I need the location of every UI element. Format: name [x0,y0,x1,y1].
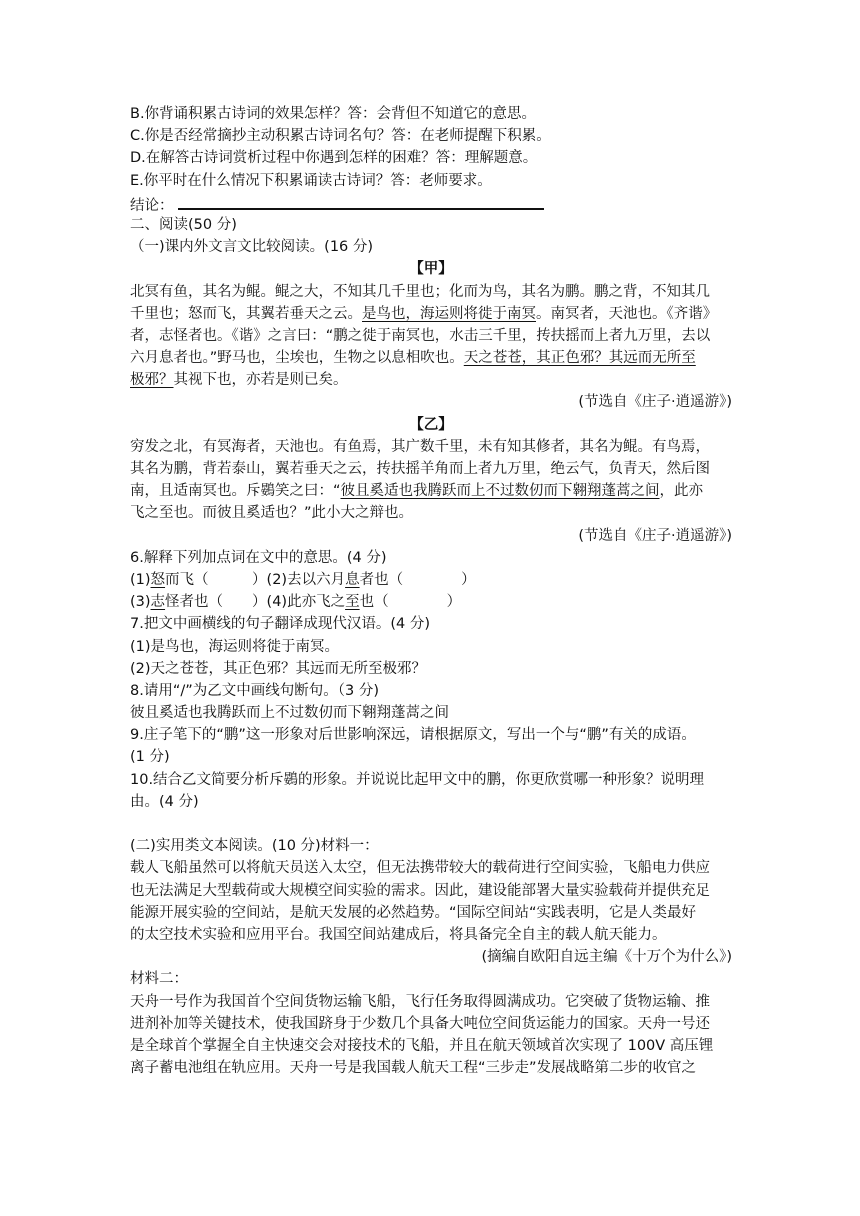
q6-dotted-word-3: 志 [150,594,166,611]
question-8: 8.请用“/”为乙文中画线句断句。（3 分) [130,682,379,699]
jia-source: (节选自《庄子·逍遥游》) [578,394,732,411]
question-9-line-1: 9.庄子笔下的“鹏”这一形象对后世影响深远，请根据原文，写出一个与“鹏”有关的成语。 [130,727,696,744]
question-10-line-1: 10.结合乙文简要分析斥鷃的形象。并说说比起甲文中的鹏，你更欣赏哪一种形象？说明理 [130,771,705,788]
jia-text: 六月息者也。”野马也，尘埃也，生物之以息相吹也。 [130,350,464,367]
q6-dotted-word-1: 怒 [150,571,166,588]
material2-line-1: 天舟一号作为我国首个空间货物运输飞船，飞行任务取得圆满成功。它突破了货物运输、推 [130,993,710,1010]
survey-item-d: D.在解答古诗词赏析过程中你遇到怎样的困难？答：理解题意。 [130,150,538,167]
material2-line-4: 离子蓄电池组在轨应用。天舟一号是我国载人航天工程“三步走”发展战略第二步的收官之 [130,1060,697,1077]
material1-line-4: 的太空技术实验和应用平台。我国空间站建成后，将具备完全自主的载人航天能力。 [130,926,667,943]
question-9-line-2: (1 分) [130,749,170,766]
conclusion-row [130,192,732,214]
part1-title: （一)课内外文言文比较阅读。(16 分) [130,239,374,256]
question-6-row-1 [130,569,732,591]
underlined-sentence-2b: 极邪？ [130,372,174,389]
section-title: 二、阅读(50 分) [130,216,237,233]
yi-text: ，此亦 [659,483,704,500]
yi-line-4: 飞之至也。而彼且奚适也？”此小大之辩也。 [130,505,414,522]
q6-item-4-suffix[interactable]: 也（ ） [359,594,462,611]
q6-dotted-word-4: 至 [345,594,360,611]
question-7-2: (2)天之苍苍，其正色邪？其远而无所至极邪？ [130,660,427,677]
q6-item-2-suffix[interactable]: 者也（ ） [359,571,476,588]
question-6: 6.解释下列加点词在文中的意思。(4 分) [130,549,387,566]
yi-line-3 [130,480,732,502]
yi-line-1: 穷发之北，有冥海者，天池也。有鱼焉，其广数千里，未有知其修者，其名为鲲。有鸟焉， [130,438,710,455]
yi-heading: 【乙】 [409,416,453,433]
question-8-text: 彼且奚适也我腾跃而上不过数仞而下翱翔蓬蒿之间 [130,705,449,722]
material2-title: 材料二： [130,971,188,988]
q6-item-3-suffix[interactable]: 怪者也（ ） [165,594,267,611]
conclusion-answer-line[interactable] [178,192,544,210]
q6-item-4-prefix: (4)此亦飞之 [266,594,346,611]
question-7-1: (1)是鸟也，海运则将徙于南冥。 [130,638,340,655]
yi-source: (节选自《庄子·逍遥游》) [578,527,732,544]
q6-item-2-prefix: (2)去以六月 [266,571,346,588]
jia-text: 千里也；怒而飞，其翼若垂天之云。 [130,305,362,322]
jia-line-2 [130,303,732,325]
q6-dotted-word-2: 息 [345,571,360,588]
underlined-sentence-2a: 天之苍苍，其正色邪？其远而无所至 [463,350,696,367]
jia-line-4 [130,347,732,369]
spacer [130,813,732,835]
yi-text: 南，且适南冥也。斥鷃笑之曰：“ [130,483,341,500]
survey-item-c: C.你是否经常摘抄主动积累古诗词名句？答：在老师提醒下积累。 [130,128,551,145]
survey-item-e: E.你平时在什么情况下积累诵读古诗词？答：老师要求。 [130,172,492,189]
q6-item-1-prefix: (1) [130,571,151,588]
part2-title: (二)实用类文本阅读。(10 分)材料一： [130,838,379,855]
material1-line-1: 载人飞船虽然可以将航天员送入太空，但无法携带较大的载荷进行空间实验，飞船电力供应 [130,860,710,877]
material2-line-2: 进剂补加等关键技术，使我国跻身于少数几个具备大吨位空间货运能力的国家。天舟一号还 [130,1015,710,1032]
jia-line-3: 者，志怪者也。《谐》之言曰：“鹏之徙于南冥也，水击三千里，抟扶摇而上者九万里，去以 [130,327,711,344]
question-10-line-2: 由。(4 分) [130,793,199,810]
survey-item-b: B.你背诵积累古诗词的效果怎样？答：会背但不知道它的意思。 [130,106,537,122]
material1-line-3: 能源开展实验的空间站，是航天发展的必然趋势。“国际空间站“实践表明，它是人类最好 [130,904,697,921]
jia-text: 。南冥者，天池也。《齐谐》 [536,305,718,322]
jia-line-1: 北冥有鱼，其名为鲲。鲲之大，不知其几千里也；化而为鸟，其名为鹏。鹏之背，不知其几 [130,283,710,300]
material2-line-3: 是全球首个掌握全自主快速交会对接技术的飞船，并且在航天领域首次实现了 100V 高压锂 [130,1037,714,1054]
underlined-sentence-yi: 彼且奚适也我腾跃而上不过数仞而下翱翔蓬蒿之间 [340,483,660,500]
question-7: 7.把文中画横线的句子翻译成现代汉语。(4 分) [130,616,430,633]
material1-line-2: 也无法满足大型载荷或大规模空间实验的需求。因此，建设能部署大量实验载荷并提供充足 [130,882,710,899]
jia-line-5 [130,369,732,391]
jia-heading: 【甲】 [409,261,453,278]
page-content [130,103,732,1079]
q6-item-3-prefix: (3) [130,594,151,611]
question-6-row-2 [130,591,732,613]
jia-text: 其视下也，亦若是则已矣。 [173,372,348,389]
q6-item-1-suffix[interactable]: 而飞（ ） [165,571,267,588]
yi-line-2: 其名为鹏，背若泰山，翼若垂天之云，抟扶摇羊角而上者九万里，绝云气，负青天，然后图 [130,461,710,477]
underlined-sentence-1: 是鸟也，海运则将徙于南冥 [362,305,536,322]
conclusion-label: 结论： [130,197,174,214]
material1-source: (摘编自欧阳自远主编《十万个为什么》) [481,949,732,966]
